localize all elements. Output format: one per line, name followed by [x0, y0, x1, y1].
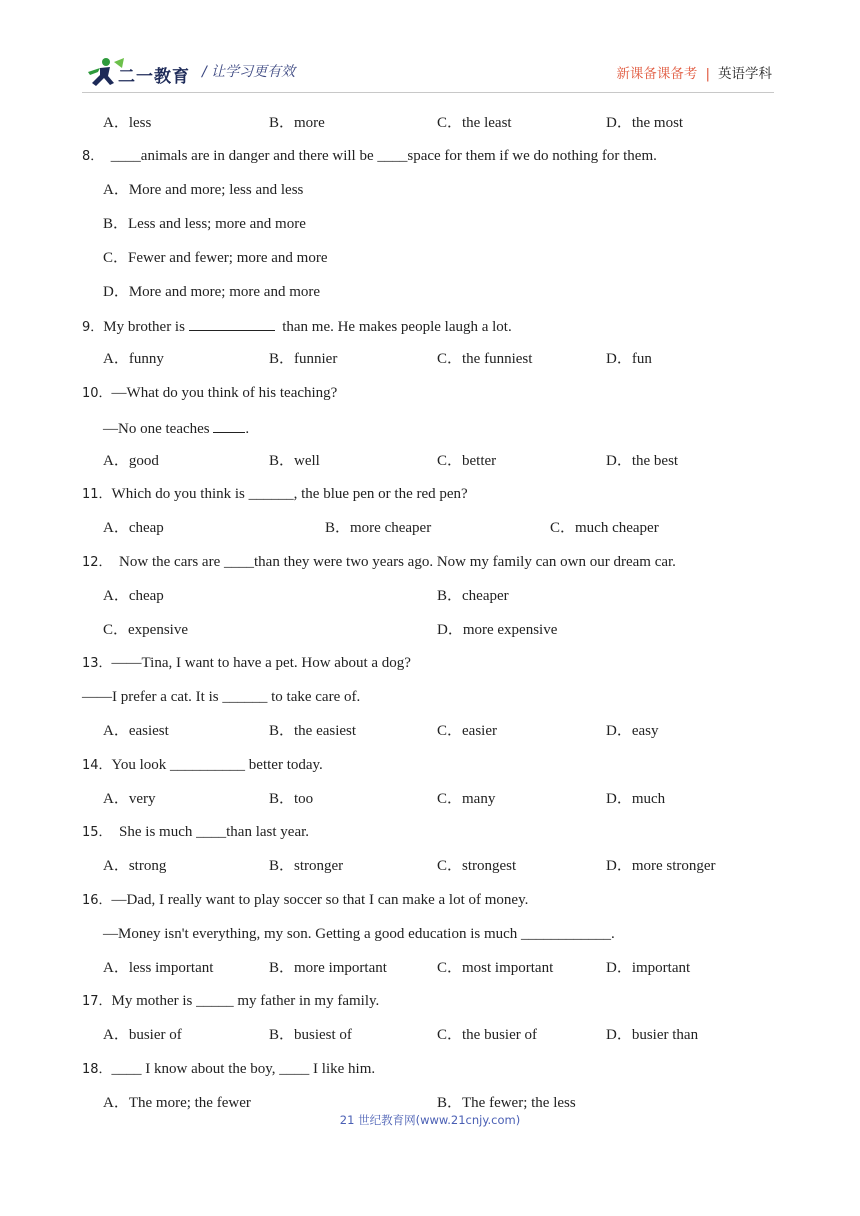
option-line: [437, 1094, 576, 1112]
option-line: [437, 621, 557, 639]
option-line: [103, 1094, 251, 1112]
option-line: [103, 722, 169, 740]
option-line: [269, 857, 343, 875]
line-text: D．More and more; more and more: [103, 284, 321, 300]
option-line: [437, 452, 496, 470]
line-text: Now the cars are ____than they were two years ago. Now my family can own our dream car.: [111, 554, 676, 570]
question-number: 9．: [82, 320, 104, 335]
line-text: D．easy: [606, 723, 659, 739]
line-text-after: .: [245, 421, 250, 437]
line-text: ——Tina, I want to have a pet. How about a dog?: [111, 655, 411, 671]
question-number: 14．: [82, 758, 112, 773]
option-line: [269, 114, 325, 132]
option-line: [437, 959, 553, 977]
question-number: 12．: [82, 555, 112, 570]
line-text: ____animals are in danger and there will be ____space for them if we do nothing for them.: [103, 148, 657, 164]
line-text: ____ I know about the boy, ____ I like him.: [111, 1061, 376, 1077]
option-line: [269, 1026, 352, 1044]
line-text: A．cheap: [103, 588, 164, 604]
line-text: D．more stronger: [606, 858, 716, 874]
line-text: D．busier than: [606, 1027, 699, 1043]
line-text: A．strong: [103, 858, 167, 874]
option-line: [437, 350, 532, 368]
option-line: [103, 350, 164, 368]
line-text: A．The more; the fewer: [103, 1095, 251, 1111]
line-text: B．cheaper: [437, 588, 509, 604]
question-line: [82, 823, 309, 842]
page-footer: 21 世纪教育网(www.21cnjy.com): [339, 1113, 521, 1127]
option-line: [437, 790, 495, 808]
line-text: C．strongest: [437, 858, 517, 874]
question-line: [82, 384, 337, 403]
option-line: [437, 722, 497, 740]
line-text: A．busier of: [103, 1027, 182, 1043]
option-line: [103, 452, 159, 470]
header-divider: [82, 92, 774, 93]
option-line: [606, 722, 659, 740]
answer-blank: [213, 418, 245, 433]
option-line: [606, 1026, 698, 1044]
option-line: [269, 959, 387, 977]
line-text: —No one teaches: [103, 421, 214, 437]
question-number: 17．: [82, 994, 112, 1009]
line-text: B．funnier: [269, 351, 338, 367]
question-line: [82, 654, 411, 673]
line-text: A．less: [103, 115, 152, 131]
question-line: [82, 1060, 375, 1079]
page-header: [0, 0, 860, 100]
line-text: B．stronger: [269, 858, 344, 874]
line-text-after: than me. He makes people laugh a lot.: [274, 319, 512, 335]
line-text: A．easiest: [103, 723, 169, 739]
line-text: D．fun: [606, 351, 652, 367]
line-text: My brother is: [103, 319, 189, 335]
question-line: [82, 756, 323, 775]
question-line: [82, 316, 512, 337]
option-line: [103, 114, 151, 132]
line-text: Which do you think is ______, the blue pen or the red pen?: [111, 486, 468, 502]
option-line: [325, 519, 431, 537]
question-number: 13．: [82, 656, 112, 671]
question-line: [82, 147, 657, 166]
option-line: [103, 925, 615, 943]
line-text: C．the funniest: [437, 351, 533, 367]
line-text: —Money isn't everything, my son. Getting a good education is much ____________.: [103, 926, 615, 942]
question-line: [82, 891, 528, 910]
answer-blank: [189, 316, 275, 331]
option-line: [606, 350, 652, 368]
question-number: 8．: [82, 149, 104, 164]
question-number: 15．: [82, 825, 112, 840]
line-text: C．much cheaper: [550, 520, 659, 536]
option-line: [103, 181, 303, 199]
line-text: B．more important: [269, 960, 387, 976]
line-text: B．busiest of: [269, 1027, 352, 1043]
line-text: D．more expensive: [437, 622, 558, 638]
option-line: [103, 418, 249, 438]
option-line: [606, 790, 665, 808]
header-separator: |: [705, 66, 710, 82]
header-course-label: 新课备课备考: [616, 66, 698, 82]
line-text: B．more: [269, 115, 325, 131]
option-line: [103, 215, 306, 233]
option-line: [269, 722, 356, 740]
line-text: —Dad, I really want to play soccer so that I can make a lot of money.: [111, 892, 529, 908]
option-line: [103, 519, 164, 537]
line-text: You look __________ better today.: [111, 757, 323, 773]
line-text: A．cheap: [103, 520, 164, 536]
line-text: C．most important: [437, 960, 554, 976]
line-text: My mother is _____ my father in my family.: [111, 993, 380, 1009]
line-text: D．the most: [606, 115, 684, 131]
line-text: C．the busier of: [437, 1027, 537, 1043]
option-line: [437, 857, 516, 875]
question-number: 11．: [82, 487, 112, 502]
option-line: [103, 1026, 182, 1044]
line-text: B．more cheaper: [325, 520, 432, 536]
line-text: D．the best: [606, 453, 679, 469]
option-line: [103, 249, 328, 267]
option-line: [269, 452, 320, 470]
line-text: A．very: [103, 791, 156, 807]
header-right: [616, 62, 772, 82]
option-line: [269, 350, 337, 368]
option-line: [82, 688, 360, 706]
option-line: [437, 1026, 537, 1044]
option-line: [269, 790, 313, 808]
line-text: B．the easiest: [269, 723, 357, 739]
option-line: [103, 857, 166, 875]
question-line: [82, 553, 676, 572]
option-line: [103, 587, 164, 605]
option-line: [103, 283, 320, 301]
option-line: [606, 114, 683, 132]
option-line: [437, 587, 509, 605]
option-line: [606, 857, 716, 875]
line-text: A．less important: [103, 960, 214, 976]
option-line: [103, 959, 213, 977]
option-line: [550, 519, 659, 537]
line-text: C．the least: [437, 115, 512, 131]
line-text: B．The fewer; the less: [437, 1095, 576, 1111]
line-text: C．many: [437, 791, 496, 807]
line-text: B．Less and less; more and more: [103, 216, 306, 232]
line-text: D．important: [606, 960, 691, 976]
line-text: C．better: [437, 453, 497, 469]
line-text: B．well: [269, 453, 320, 469]
option-line: [606, 959, 690, 977]
option-line: [606, 452, 678, 470]
line-text: She is much ____than last year.: [111, 824, 310, 840]
header-slogan: / 让学习更有效: [202, 64, 296, 80]
line-text: —What do you think of his teaching?: [111, 385, 338, 401]
line-text: A．good: [103, 453, 159, 469]
logo-text: 二一教育: [118, 67, 190, 87]
line-text: A．funny: [103, 351, 164, 367]
option-line: [437, 114, 512, 132]
line-text: A．More and more; less and less: [103, 182, 304, 198]
header-subject: 英语学科: [718, 66, 772, 82]
question-number: 10．: [82, 386, 112, 401]
line-text: C．Fewer and fewer; more and more: [103, 250, 328, 266]
option-line: [103, 621, 188, 639]
option-line: [103, 790, 156, 808]
line-text: C．expensive: [103, 622, 188, 638]
question-line: [82, 485, 468, 504]
line-text: C．easier: [437, 723, 497, 739]
line-text: B．too: [269, 791, 314, 807]
line-text: D．much: [606, 791, 666, 807]
question-number: 16．: [82, 893, 112, 908]
line-text: ——I prefer a cat. It is ______ to take care of.: [82, 689, 361, 705]
question-line: [82, 992, 379, 1011]
question-number: 18．: [82, 1062, 112, 1077]
